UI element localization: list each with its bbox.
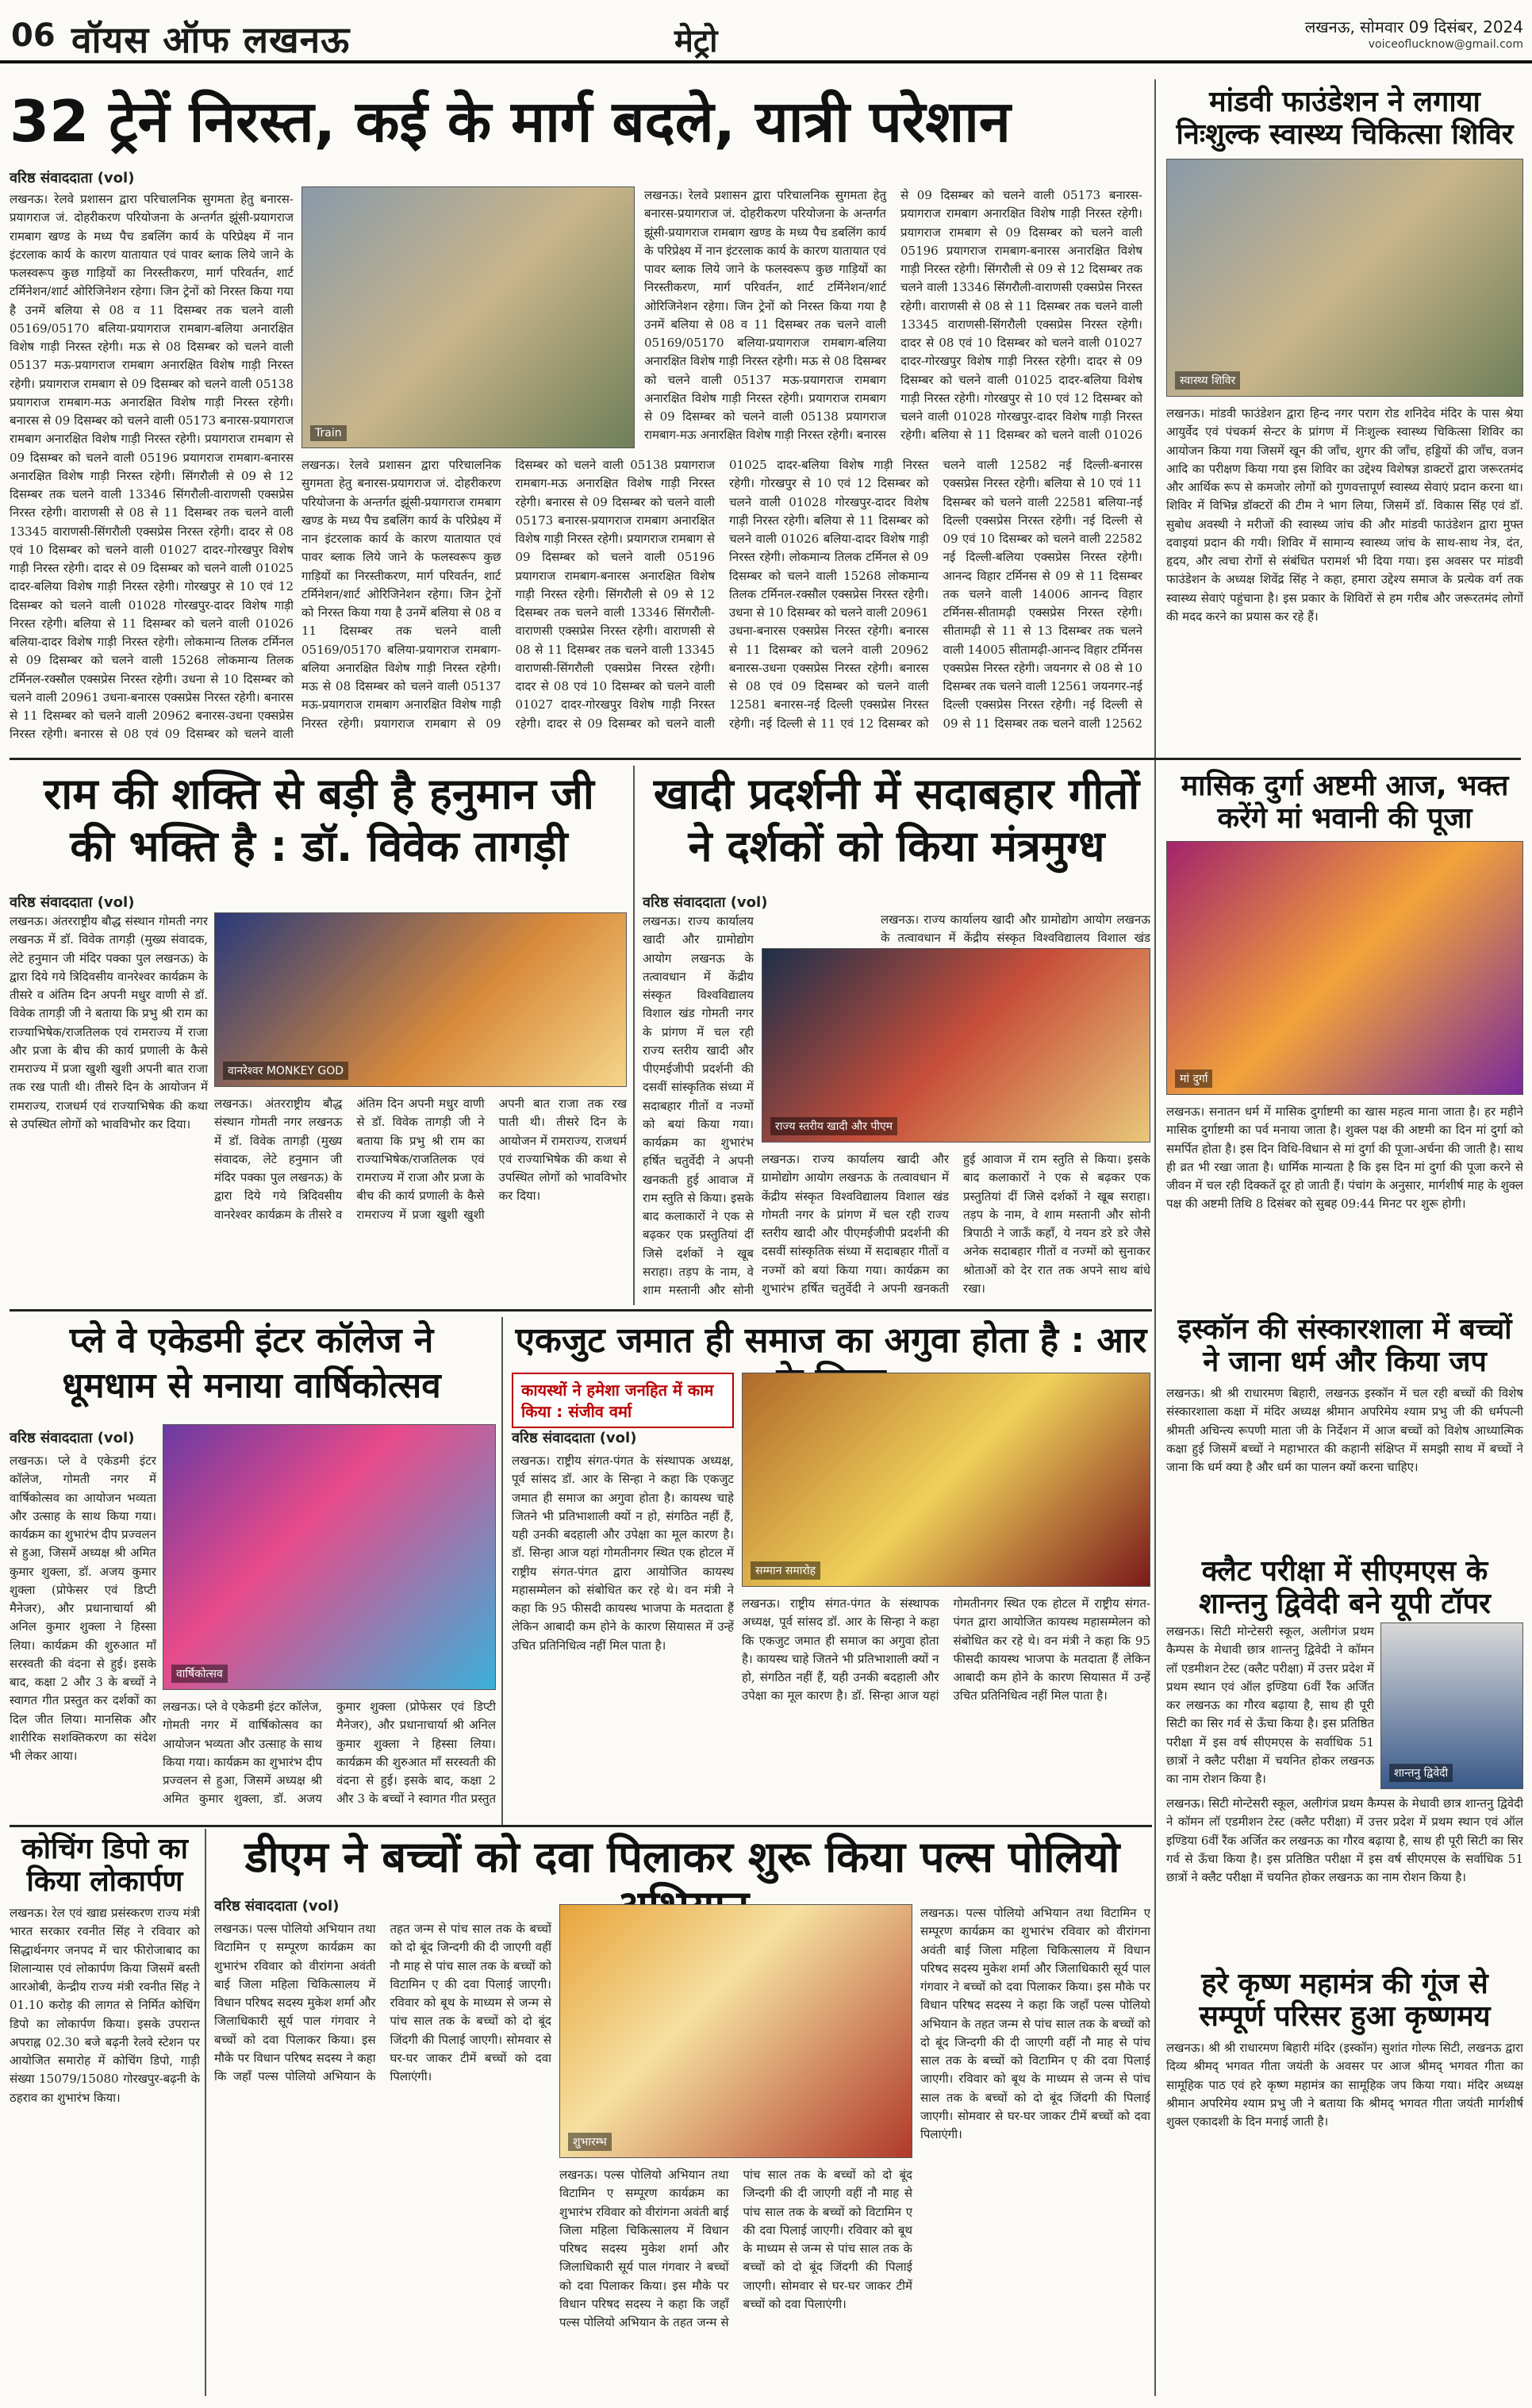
story5-body-col1: लखनऊ। राष्ट्रीय संगत-पंगत के संस्थापक अध्यक्ष, पूर्व सांसद डॉ. आर के सिन्हा ने कहा कि एकजुट जमात ही समाज का अगुवा होता है। कायस्थ चाहे जितने भी प्रतिभाशाली क्यों न हो, संगठित नहीं हैं, यही उनकी बदहाली और उपेक्षा का मूल कारण है। डॉ. सिन्हा आज यहां गोमतीनगर स्थित एक होटल में राष्ट्रीय संगत-पंगत द्वारा आयोजित कायस्थ महासम्मेलन को संबोधित कर रहे थे। वन मंत्री ने कहा कि 95 फीसदी कायस्थ भाजपा के मतदाता हैं लेकिन आबादी कम होने के कारण सियासत में उन्हें उचित प्रतिनिधित्व नहीं मिल पाता है।: [512, 1454, 734, 1653]
story2-headline-line1: राम की शक्ति से बड़ी है हनुमान जी: [44, 769, 594, 819]
masthead: [0, 0, 1532, 63]
story4-headline-line1: प्ले वे एकेडमी इंटर कॉलेज ने: [69, 1320, 434, 1361]
khadi-photo: [762, 948, 1150, 1143]
story2-byline: वरिष्ठ संवाददाता (vol): [10, 894, 135, 911]
column-divider: [501, 1317, 503, 1825]
sidebar5-body: लखनऊ। श्री श्री राधारमण बिहारी मंदिर (इस्कॉन) सुशांत गोल्फ सिटी, लखनऊ द्वारा दिव्य श्रीमद् भगवत गीता जयंती के अवसर पर आज श्रीमद् भगवत गीता का सामूहिक पाठ एवं हरे कृष्ण महामंत्र का सामूहिक जप किया गया। मंदिर अध्यक्ष श्रीमान अपरिमेय श्याम प्रभु जी ने बताया कि श्रीमद् भगवत गीता जयंती मार्गशीर्ष शुक्ल एकादशी के दिन मनाई जाती है।: [1166, 2041, 1523, 2129]
story3-byline: वरिष्ठ संवाददाता (vol): [643, 894, 768, 911]
story4-body-cols: लखनऊ। प्ले वे एकेडमी इंटर कॉलेज, गोमती नगर में वार्षिकोत्सव का आयोजन भव्यता और उत्साह के साथ किया गया। कार्यक्रम का शुभारंभ दीप प्रज्वलन से हुआ, जिसमें अध्यक्ष श्री अमित कुमार शुक्ला, डॉ. अजय कुमार शुक्ला (प्रोफेसर एवं डिप्टी मैनेजर), और प्रधानाचार्या श्री अनिल कुमार शुक्ला ने हिस्सा लिया। कार्यक्रम की शुरुआत माँ सरस्वती की वंदना से हुई। इसके बाद, कक्षा 2 और 3 के बच्चों ने स्वागत गीत प्रस्तुत: [163, 1699, 496, 1807]
annual-function-photo: [163, 1424, 496, 1690]
sidebar1-body: लखनऊ। मांडवी फाउंडेशन द्वारा हिन्द नगर पराग रोड शनिदेव मंदिर के पास श्रेया आयुर्वेद एवं पंचकर्म सेन्टर के प्रांगण में निःशुल्क स्वास्थ्य चिकित्सा शिविर का आयोजन किया गया जिसमें खून की जाँच, शुगर की जाँच, हड्डियों की जाँच, वजन आदि का परीक्षण किया गया इस शिविर का उद्देश्य विशेषज्ञ डाक्टरों द्वारा जरूरतमंद और आर्थिक रूप से कमजोर लोगों को गुणवत्तापूर्ण स्वास्थ्य सेवाएं प्रदान करना था। शिविर में विभिन्न डॉक्टरों की टीम ने भाग लिया, जिसमें डॉ. विकास सिंह एवं डॉ. सुबोध अवस्थी ने मरीजों की स्वास्थ्य जांच की और मांडवी फाउंडेशन द्वारा मुफ्त दवाइयां प्रदान की गयी। शिविर में सामान्य स्वास्थ्य जांच के साथ-साथ नेत्र, दंत, हृदय, और त्वचा रोगों से संबंधित परामर्श भी दिया गया। इस अवसर पर मांडवी फाउंडेशन के अध्यक्ष शिवेंद्र सिंह ने कहा, हमारा उद्देश्य समाज के प्रत्येक वर्ग तक स्वास्थ्य सेवाएं पहुंचाना है। इस प्रकार के शिविरों से हम गरीब और जरूरतमंद लोगों की मदद करने का प्रयास कर रहे हैं।: [1166, 406, 1523, 624]
sidebar2-headline: मासिक दुर्गा अष्टमी आज, भक्त करेंगे मां भवानी की पूजा: [1181, 770, 1509, 835]
sidebar4-body-col1: लखनऊ। सिटी मोन्टेसरी स्कूल, अलीगंज प्रथम कैम्पस के मेधावी छात्र शान्तनु द्विवेदी ने कॉमन लॉ एडमीशन टेस्ट (क्लैट परीक्षा) में उत्तर प्रदेश में प्रथम स्थान एवं ऑल इण्डिया 6वीं रैंक अर्जित कर लखनऊ का गौरव बढ़ाया है, साथ ही पूरी सिटी का सिर गर्व से ऊँचा किया है। इस प्रतिष्ठित परीक्षा में इस वर्ष सीएमएस के सर्वाधिक 51 छात्रों ने क्लैट परीक्षा में चयनित होकर लखनऊ का नाम रोशन किया है।: [1166, 1624, 1374, 1786]
lead-body-col1: लखनऊ। रेलवे प्रशासन द्वारा परिचालनिक सुगमता हेतु बनारस-प्रयागराज जं. दोहरीकरण परियोजना के अन्तर्गत झूंसी-प्रयागराज रामबाग खण्ड के मध्य पैच डबलिंग कार्य के परिप्रेक्ष्य में नान इंटरलाक कार्य के कारण यातायात एवं पावर ब्लाक लिये जाने के फलस्वरूप कुछ गाड़ियों का निरस्तीकरण, मार्ग परिवर्तन, शार्ट टर्मिनेशन/शार्ट ओरिजिनेशन रहेगा। जिन ट्रेनों को निरस्त किया गया है उनमें बलिया से 08 व 11 दिसम्बर तक चलने वाली 05169/05170 बलिया-प्रयागराज रामबाग-बलिया अनारक्षित विशेष गाड़ी निरस्त रहेगी। मऊ से 08 दिसम्बर को चलने वाली 05137 मऊ-प्रयागराज रामबाग अनारक्षित विशेष गाड़ी निरस्त रहेगी। प्रयागराज रामबाग से 09 दिसम्बर को चलने वाली 05138 प्रयागराज रामबाग-मऊ अनारक्षित विशेष गाड़ी निरस्त रहेगी। बनारस से 09 दिसम्बर को चलने वाली 05173 बनारस-प्रयागराज रामबाग अनारक्षित विशेष गाड़ी निरस्त रहेगी। प्रयागराज रामबाग से 09 दिसम्बर को चलने वाली 05196 प्रयागराज रामबाग-बनारस अनारक्षित विशेष गाड़ी निरस्त रहेगी। सिंगरौली से 09 से 12 दिसम्बर तक चलने वाली 13346 सिंगरौली-वाराणसी एक्सप्रेस निरस्त रहेगी। वाराणसी से 08 से 11 दिसम्बर तक चलने वाली 13345 वाराणसी-सिंगरौली एक्सप्रेस निरस्त रहेगी। दादर से 08 एवं 10 दिसम्बर को चलने वाली 01027 दादर-गोरखपुर विशेष गाड़ी निरस्त रहेगी। दादर से 09 दिसम्बर को चलने वाली 01025 दादर-बलिया विशेष गाड़ी निरस्त रहेगी। गोरखपुर से 10 एवं 12 दिसम्बर को चलने वाली 01028 गोरखपुर-दादर विशेष गाड़ी निरस्त रहेगी। बलिया से 11 दिसम्बर को चलने वाली 01026 बलिया-दादर विशेष गाड़ी निरस्त रहेगी। लोकमान्य तिलक टर्मिनल से 09 दिसम्बर को चलने वाली 15268 लोकमान्य तिलक टर्मिनल-रक्सौल एक्सप्रेस निरस्त रहेगी। उधना से 10 दिसम्बर को चलने वाली 20961 उधना-बनारस एक्सप्रेस निरस्त रहेगी। बनारस से 11 दिसम्बर को चलने वाली 20962 बनारस-उधना एक्सप्रेस निरस्त रहेगी। बनारस से 08 एवं 09 दिसम्बर को चलने वाली: [10, 192, 294, 742]
story7-body-left: लखनऊ। पल्स पोलियो अभियान तथा विटामिन ए सम्पूरण कार्यक्रम का शुभारंभ रविवार को वीरांगना अवंती बाई जिला महिला चिकित्सालय में विधान परिषद सदस्य मुकेश शर्मा और जिलाधिकारी सूर्य पाल गंगवार ने बच्चों को दवा पिलाकर किया। इस मौके पर विधान परिषद सदस्य ने कहा कि जहाँ पल्स पोलियो अभियान के तहत जन्म से पांच साल तक के बच्चों को दो बूंद जिन्दगी की दी जाएगी वहीं नौ माह से पांच साल तक के बच्चों को विटामिन ए की दवा पिलाई जाएगी। रविवार को बूथ के माध्यम से जन्म से पांच साल तक के बच्चों को दो बूंद जिंदगी की पिलाई जाएगी। सोमवार से घर-घर जाकर टीमें बच्चों को दवा पिलाएंगी।: [214, 1922, 551, 2083]
section-rule: [10, 1825, 1152, 1827]
column-divider: [1154, 79, 1156, 2396]
photo-caption: वार्षिकोत्सव: [171, 1665, 228, 1683]
story5-quote-box: कायस्थों ने हमेशा जनहित में काम किया : संजीव वर्मा: [512, 1373, 734, 1428]
lead-byline: वरिष्ठ संवाददाता (vol): [10, 170, 135, 186]
photo-caption: शुभारम्भ: [568, 2133, 612, 2151]
photo-caption: राज्य स्तरीय खादी और पीएम: [770, 1117, 897, 1135]
polio-photo: [559, 1904, 912, 2158]
story7-body-bottom: लखनऊ। पल्स पोलियो अभियान तथा विटामिन ए सम्पूरण कार्यक्रम का शुभारंभ रविवार को वीरांगना अवंती बाई जिला महिला चिकित्सालय में विधान परिषद सदस्य मुकेश शर्मा और जिलाधिकारी सूर्य पाल गंगवार ने बच्चों को दवा पिलाकर किया। इस मौके पर विधान परिषद सदस्य ने कहा कि जहाँ पल्स पोलियो अभियान के तहत जन्म से पांच साल तक के बच्चों को दो बूंद जिन्दगी की दी जाएगी वहीं नौ माह से पांच साल तक के बच्चों को विटामिन ए की दवा पिलाई जाएगी। रविवार को बूथ के माध्यम से जन्म से पांच साल तक के बच्चों को दो बूंद जिंदगी की पिलाई जाएगी। सोमवार से घर-घर जाकर टीमें बच्चों को दवा पिलाएंगी।: [559, 2168, 912, 2329]
lead-headline: 32 ट्रेनें निरस्त, कई के मार्ग बदले, यात्री परेशान: [10, 88, 1011, 155]
story3-body-cols: लखनऊ। राज्य कार्यालय खादी और ग्रामोद्योग आयोग लखनऊ के तत्वावधान में केंद्रीय संस्कृत विश्वविद्यालय विशाल खंड गोमती नगर के प्रांगण में चल रही राज्य स्तरीय खादी और पीएमईजीपी प्रदर्शनी की दसवीं सांस्कृतिक संध्या में सदाबहार गीतों व नज्मों को बयां किया गया। कार्यक्रम का शुभारंभ हर्षित चतुर्वेदी ने अपनी खनकती हुई आवाज में राम स्तुति से किया। इसके बाद कलाकारों ने एक से बढ़कर एक प्रस्तुतियां दीं जिसे दर्शकों ने खूब सराहा। तड़प के नाम, वे शाम मस्तानी और सोनी त्रिपाठी ने जाऊँ कहाँ, ये नयन डरे डरे जैसे अनेक सदाबहार गीतों व नज्मों को सुनाकर श्रोताओं को देर रात तक अपने साथ बांधे रखा।: [762, 1152, 1150, 1296]
story4-byline: वरिष्ठ संवाददाता (vol): [10, 1430, 135, 1446]
story3-body-top: लखनऊ। राज्य कार्यालय खादी और ग्रामोद्योग आयोग लखनऊ के तत्वावधान में केंद्रीय संस्कृत विश्वविद्यालय विशाल खंड: [881, 912, 1150, 946]
sidebar5-headline: हरे कृष्ण महामंत्र की गूंज से सम्पूर्ण परिसर हुआ कृष्णमय: [1199, 1968, 1491, 2034]
sidebar3-headline: इस्कॉन की संस्कारशाला में बच्चों ने जाना धर्म और किया जप: [1177, 1313, 1512, 1379]
sidebar2-body: लखनऊ। सनातन धर्म में मासिक दुर्गाष्टमी का खास महत्व माना जाता है। हर महीने मासिक दुर्गाष्टमी का पर्व मनाया जाता है। शुक्ल पक्ष की अष्टमी का दिन मां दुर्गा को समर्पित होता है। इस दिन विधि-विधान से मां दुर्गा की पूजा-अर्चना की जाती है। साथ ही व्रत भी रखा जाता है। धार्मिक मान्यता है कि इस दिन मां दुर्गा की पूजा करने से जीवन में चल रही दिक्कतें दूर हो जाती हैं। पंचांग के अनुसार, मार्गशीर्ष माह के शुक्ल पक्ष की अष्टमी तिथि 8 दिसंबर को सुबह 09:44 मिनट पर शुरू होगी।: [1166, 1104, 1523, 1212]
photo-caption: मां दुर्गा: [1175, 1070, 1212, 1088]
story3-headline-line2: ने दर्शकों को किया मंत्रमुग्ध: [688, 821, 1105, 871]
sidebar1-headline: मांडवी फाउंडेशन ने लगाया निःशुल्क स्वास्थ्य चिकित्सा शिविर: [1176, 86, 1514, 152]
photo-label: Train: [310, 425, 347, 441]
lead-body-cols: लखनऊ। रेलवे प्रशासन द्वारा परिचालनिक सुगमता हेतु बनारस-प्रयागराज जं. दोहरीकरण परियोजना के अन्तर्गत झूंसी-प्रयागराज रामबाग खण्ड के मध्य पैच डबलिंग कार्य के परिप्रेक्ष्य में नान इंटरलाक कार्य के कारण यातायात एवं पावर ब्लाक लिये जाने के फलस्वरूप कुछ गाड़ियों का निरस्तीकरण, मार्ग परिवर्तन, शार्ट टर्मिनेशन/शार्ट ओरिजिनेशन रहेगा। जिन ट्रेनों को निरस्त किया गया है उनमें बलिया से 08 व 11 दिसम्बर तक चलने वाली 05169/05170 बलिया-प्रयागराज रामबाग-बलिया अनारक्षित विशेष गाड़ी निरस्त रहेगी। मऊ से 08 दिसम्बर को चलने वाली 05137 मऊ-प्रयागराज रामबाग अनारक्षित विशेष गाड़ी निरस्त रहेगी। प्रयागराज रामबाग से 09 दिसम्बर को चलने वाली 05138 प्रयागराज रामबाग-मऊ अनारक्षित विशेष गाड़ी निरस्त रहेगी। बनारस से 09 दिसम्बर को चलने वाली 05173 बनारस-प्रयागराज रामबाग अनारक्षित विशेष गाड़ी निरस्त रहेगी। प्रयागराज रामबाग से 09 दिसम्बर को चलने वाली 05196 प्रयागराज रामबाग-बनारस अनारक्षित विशेष गाड़ी निरस्त रहेगी। सिंगरौली से 09 से 12 दिसम्बर तक चलने वाली 13346 सिंगरौली-वाराणसी एक्सप्रेस निरस्त रहेगी। वाराणसी से 08 से 11 दिसम्बर तक चलने वाली 13345 वाराणसी-सिंगरौली एक्सप्रेस निरस्त रहेगी। दादर से 08 एवं 10 दिसम्बर को चलने वाली 01027 दादर-गोरखपुर विशेष गाड़ी निरस्त रहेगी। दादर से 09 दिसम्बर को चलने वाली 01025 दादर-बलिया विशेष गाड़ी निरस्त रहेगी। गोरखपुर से 10 एवं 12 दिसम्बर को चलने वाली 01028 गोरखपुर-दादर विशेष गाड़ी निरस्त रहेगी। बलिया से 11 दिसम्बर को चलने वाली 01026 बलिया-दादर विशेष गाड़ी निरस्त रहेगी। लोकमान्य तिलक टर्मिनल से 09 दिसम्बर को चलने वाली 15268 लोकमान्य तिलक टर्मिनल-रक्सौल एक्सप्रेस निरस्त रहेगी। उधना से 10 दिसम्बर को चलने वाली 20961 उधना-बनारस एक्सप्रेस निरस्त रहेगी। बनारस से 11 दिसम्बर को चलने वाली 20962 बनारस-उधना एक्सप्रेस निरस्त रहेगी। बनारस से 08 एवं 09 दिसम्बर को चलने वाली 12581 बनारस-नई दिल्ली एक्सप्रेस निरस्त रहेगी। नई दिल्ली से 11 एवं 12 दिसम्बर को चलने वाली 12582 नई दिल्ली-बनारस एक्सप्रेस निरस्त रहेगी। बलिया से 10 एवं 11 दिसम्बर को चलने वाली 22581 बलिया-नई दिल्ली एक्सप्रेस निरस्त रहेगी। नई दिल्ली से 09 एवं 10 दिसम्बर को चलने वाली 22582 नई दिल्ली-बलिया एक्सप्रेस निरस्त रहेगी। आनन्द विहार टर्मिनस से 09 से 11 दिसम्बर तक चलने वाली 14006 आनन्द विहार टर्मिनस-सीतामढ़ी एक्सप्रेस निरस्त रहेगी। सीतामढ़ी से 11 से 13 दिसम्बर तक चलने वाली 14005 सीतामढ़ी-आनन्द विहार टर्मिनस एक्सप्रेस निरस्त रहेगी। जयनगर से 08 से 10 दिसम्बर तक चलने वाली 12561 जयनगर-नई दिल्ली एक्सप्रेस निरस्त रहेगी। नई दिल्ली से 09 से 11 दिसम्बर तक चलने वाली 12562: [301, 458, 1142, 731]
story7-byline: वरिष्ठ संवाददाता (vol): [214, 1898, 340, 1914]
photo-caption: वानरेश्वर MONKEY GOD: [223, 1062, 348, 1080]
sidebar4-body: लखनऊ। सिटी मोन्टेसरी स्कूल, अलीगंज प्रथम कैम्पस के मेधावी छात्र शान्तनु द्विवेदी ने कॉमन लॉ एडमीशन टेस्ट (क्लैट परीक्षा) में उत्तर प्रदेश में प्रथम स्थान एवं ऑल इण्डिया 6वीं रैंक अर्जित कर लखनऊ का गौरव बढ़ाया है, साथ ही पूरी सिटी का सिर गर्व से ऊँचा किया है। इस प्रतिष्ठित परीक्षा में इस वर्ष सीएमएस के सर्वाधिक 51 छात्रों ने क्लैट परीक्षा में चयनित होकर लखनऊ का नाम रोशन किया है।: [1166, 1796, 1523, 1884]
page-number: 06: [11, 17, 56, 54]
story2-body-col1: लखनऊ। अंतरराष्ट्रीय बौद्ध संस्थान गोमती नगर लखनऊ में डॉ. विवेक तागड़ी (मुख्य संवादक, लेटे हनुमान जी मंदिर पक्का पुल लखनऊ) के द्वारा दिये गये त्रिदिवसीय वानरेश्वर कार्यक्रम के तीसरे व अंतिम दिन अपनी मधुर वाणी से डॉ. विवेक तागड़ी जी ने बताया कि प्रभु श्री राम का राज्याभिषेक/राजतिलक एवं रामराज्य में राजा और प्रजा के बीच की कार्य प्रणाली के कैसे रामराज्य में प्रजा खुशी खुशी अपनी बात राजा तक रख पाती थी। तीसरे दिन के आयोजन में रामराज्य, राजधर्म एवं राज्याभिषेक की कथा से उपस्थित लोगों को भावविभोर कर दिया।: [10, 914, 208, 1131]
section-rule: [10, 1309, 1152, 1312]
photo-caption: स्वास्थ्य शिविर: [1175, 371, 1240, 390]
paper-name: वॉयस ऑफ लखनऊ: [71, 18, 351, 61]
story4-body-col1: लखनऊ। प्ले वे एकेडमी इंटर कॉलेज, गोमती नगर में वार्षिकोत्सव का आयोजन भव्यता और उत्साह के साथ किया गया। कार्यक्रम का शुभारंभ दीप प्रज्वलन से हुआ, जिसमें अध्यक्ष श्री अमित कुमार शुक्ला, डॉ. अजय कुमार शुक्ला (प्रोफेसर एवं डिप्टी मैनेजर), और प्रधानाचार्या श्री अनिल कुमार शुक्ला ने हिस्सा लिया। कार्यक्रम की शुरुआत माँ सरस्वती की वंदना से हुई। इसके बाद, कक्षा 2 और 3 के बच्चों ने स्वागत गीत प्रस्तुत कर दर्शकों का दिल जीत लिया। मानसिक और शारीरिक सशक्तिकरण का संदेश भी लेकर आया।: [10, 1454, 156, 1763]
durga-photo: [1166, 841, 1523, 1095]
story4-headline-line2: धूमधाम से मनाया वार्षिकोत्सव: [62, 1365, 441, 1406]
dateline: लखनऊ, सोमवार 09 दिसंबर, 2024: [1304, 17, 1523, 36]
sidebar4-headline: क्लैट परीक्षा में सीएमएस के शान्तनु द्विवेदी बने यूपी टॉपर: [1199, 1555, 1491, 1621]
story5-headline: एकजुट जमात ही समाज का अगुवा होता है : आर: [515, 1320, 1147, 1361]
column-divider: [205, 1829, 206, 2396]
photo-caption: सम्मान समारोह: [751, 1561, 820, 1580]
story3-body-col1: लखनऊ। राज्य कार्यालय खादी और ग्रामोद्योग आयोग लखनऊ के तत्वावधान में केंद्रीय संस्कृत विश्वविद्यालय विशाल खंड गोमती नगर के प्रांगण में चल रही राज्य स्तरीय खादी और पीएमईजीपी प्रदर्शनी की दसवीं सांस्कृतिक संध्या में सदाबहार गीतों व नज्मों को बयां किया गया। कार्यक्रम का शुभारंभ हर्षित चतुर्वेदी ने अपनी खनकती हुई आवाज में राम स्तुति से किया। इसके बाद कलाकारों ने एक से बढ़कर एक प्रस्तुतियां दीं जिसे दर्शकों ने खूब सराहा। तड़प के नाम, वे शाम मस्तानी और सोनी: [643, 914, 754, 1297]
vanreshwar-photo: [214, 912, 627, 1087]
sidebar3-body: लखनऊ। श्री श्री राधारमण बिहारी, लखनऊ इस्कॉन में चल रही बच्चों की विशेष संस्कारशाला कक्षा में मंदिर अध्यक्ष श्रीमान अपरिमेय श्याम प्रभु जी की धर्मपत्नी श्रीमती अचिन्त्य रूपणी माता जी के निर्देशन में आज बच्चों को विशेष आध्यात्मिक कक्षा हुई जिसमें बच्चों ने महाभारत की कहानी संक्षिप्त में समझी साथ में बच्चों ने जाना कि धर्म क्या है और धर्म का पालन क्यों करना चाहिए।: [1166, 1386, 1523, 1474]
story6-headline: कोचिंग डिपो का किया लोकार्पण: [21, 1833, 188, 1899]
story5-byline: वरिष्ठ संवाददाता (vol): [512, 1430, 637, 1446]
shantanu-photo: [1380, 1623, 1523, 1789]
story7-body-right: लखनऊ। पल्स पोलियो अभियान तथा विटामिन ए सम्पूरण कार्यक्रम का शुभारंभ रविवार को वीरांगना अवंती बाई जिला महिला चिकित्सालय में विधान परिषद सदस्य मुकेश शर्मा और जिलाधिकारी सूर्य पाल गंगवार ने बच्चों को दवा पिलाकर किया। इस मौके पर विधान परिषद सदस्य ने कहा कि जहाँ पल्स पोलियो अभियान के तहत जन्म से पांच साल तक के बच्चों को दो बूंद जिन्दगी की दी जाएगी वहीं नौ माह से पांच साल तक के बच्चों को विटामिन ए की दवा पिलाई जाएगी। रविवार को बूथ के माध्यम से जन्म से पांच साल तक के बच्चों को दो बूंद जिंदगी की पिलाई जाएगी। सोमवार से घर-घर जाकर टीमें बच्चों को दवा पिलाएंगी।: [920, 1906, 1150, 2141]
health-camp-photo: [1166, 159, 1523, 397]
felicitation-photo: [742, 1373, 1150, 1587]
story2-body-cols: लखनऊ। अंतरराष्ट्रीय बौद्ध संस्थान गोमती नगर लखनऊ में डॉ. विवेक तागड़ी (मुख्य संवादक, लेटे हनुमान जी मंदिर पक्का पुल लखनऊ) के द्वारा दिये गये त्रिदिवसीय वानरेश्वर कार्यक्रम के तीसरे व अंतिम दिन अपनी मधुर वाणी से डॉ. विवेक तागड़ी जी ने बताया कि प्रभु श्री राम का राज्याभिषेक/राजतिलक एवं रामराज्य में राजा और प्रजा के बीच की कार्य प्रणाली के कैसे रामराज्य में प्रजा खुशी खुशी अपनी बात राजा तक रख पाती थी। तीसरे दिन के आयोजन में रामराज्य, राजधर्म एवं राज्याभिषेक की कथा से उपस्थित लोगों को भावविभोर कर दिया।: [214, 1096, 627, 1222]
lead-body-right: लखनऊ। रेलवे प्रशासन द्वारा परिचालनिक सुगमता हेतु बनारस-प्रयागराज जं. दोहरीकरण परियोजना के अन्तर्गत झूंसी-प्रयागराज रामबाग खण्ड के मध्य पैच डबलिंग कार्य के परिप्रेक्ष्य में नान इंटरलाक कार्य के कारण यातायात एवं पावर ब्लाक लिये जाने के फलस्वरूप कुछ गाड़ियों का निरस्तीकरण, मार्ग परिवर्तन, शार्ट टर्मिनेशन/शार्ट ओरिजिनेशन रहेगा। जिन ट्रेनों को निरस्त किया गया है उनमें बलिया से 08 व 11 दिसम्बर तक चलने वाली 05169/05170 बलिया-प्रयागराज रामबाग-बलिया अनारक्षित विशेष गाड़ी निरस्त रहेगी। मऊ से 08 दिसम्बर को चलने वाली 05137 मऊ-प्रयागराज रामबाग अनारक्षित विशेष गाड़ी निरस्त रहेगी। प्रयागराज रामबाग से 09 दिसम्बर को चलने वाली 05138 प्रयागराज रामबाग-मऊ अनारक्षित विशेष गाड़ी निरस्त रहेगी। बनारस से 09 दिसम्बर को चलने वाली 05173 बनारस-प्रयागराज रामबाग अनारक्षित विशेष गाड़ी निरस्त रहेगी। प्रयागराज रामबाग से 09 दिसम्बर को चलने वाली 05196 प्रयागराज रामबाग-बनारस अनारक्षित विशेष गाड़ी निरस्त रहेगी। सिंगरौली से 09 से 12 दिसम्बर तक चलने वाली 13346 सिंगरौली-वाराणसी एक्सप्रेस निरस्त रहेगी। वाराणसी से 08 से 11 दिसम्बर तक चलने वाली 13345 वाराणसी-सिंगरौली एक्सप्रेस निरस्त रहेगी। दादर से 08 एवं 10 दिसम्बर को चलने वाली 01027 दादर-गोरखपुर विशेष गाड़ी निरस्त रहेगी। दादर से 09 दिसम्बर को चलने वाली 01025 दादर-बलिया विशेष गाड़ी निरस्त रहेगी। गोरखपुर से 10 एवं 12 दिसम्बर को चलने वाली 01028 गोरखपुर-दादर विशेष गाड़ी निरस्त रहेगी। बलिया से 11 दिसम्बर को चलने वाली 01026: [644, 188, 1142, 443]
story2-headline-line2: की भक्ति है : डॉ. विवेक तागड़ी: [70, 821, 568, 871]
photo-caption: शान्तनु द्विवेदी: [1389, 1764, 1453, 1782]
email: voiceoflucknow@gmail.com: [1368, 38, 1523, 51]
story7-headline: डीएम ने बच्चों को दवा पिलाकर शुरू किया पल्स पोलियो: [244, 1832, 1120, 1882]
story3-headline-line1: खादी प्रदर्शनी में सदाबहार गीतों: [653, 769, 1140, 819]
story6-body: लखनऊ। रेल एवं खाद्य प्रसंस्करण राज्य मंत्री भारत सरकार रवनीत सिंह ने रविवार को सिद्धार्थनगर जनपद में चार फीरोजाबाद का शिलान्यास एवं लोकार्पण किया जिसमें बस्ती आरओबी, केन्द्रीय राज्य मंत्री रवनीत सिंह ने 01.10 करोड़ की लागत से निर्मित कोचिंग डिपो का लोकार्पण किया। इसके उपरान्त अपराह्न 02.30 बजे बढ़नी रेलवे स्टेशन पर आयोजित समारोह में कोचिंग डिपो, गाड़ी संख्या 15079/15080 गोरखपुर-बढ़नी के ठहराव का शुभारंभ किया।: [10, 1906, 200, 2105]
train-photo: [301, 186, 635, 448]
section-title: मेट्रो: [674, 23, 718, 60]
story5-body-cols: लखनऊ। राष्ट्रीय संगत-पंगत के संस्थापक अध्यक्ष, पूर्व सांसद डॉ. आर के सिन्हा ने कहा कि एकजुट जमात ही समाज का अगुवा होता है। कायस्थ चाहे जितने भी प्रतिभाशाली क्यों न हो, संगठित नहीं हैं, यही उनकी बदहाली और उपेक्षा का मूल कारण है। डॉ. सिन्हा आज यहां गोमतीनगर स्थित एक होटल में राष्ट्रीय संगत-पंगत द्वारा आयोजित कायस्थ महासम्मेलन को संबोधित कर रहे थे। वन मंत्री ने कहा कि 95 फीसदी कायस्थ भाजपा के मतदाता हैं लेकिन आबादी कम होने के कारण सियासत में उन्हें उचित प्रतिनिधित्व नहीं मिल पाता है।: [742, 1596, 1150, 1703]
section-rule: [10, 758, 1521, 760]
column-divider: [633, 766, 635, 1305]
